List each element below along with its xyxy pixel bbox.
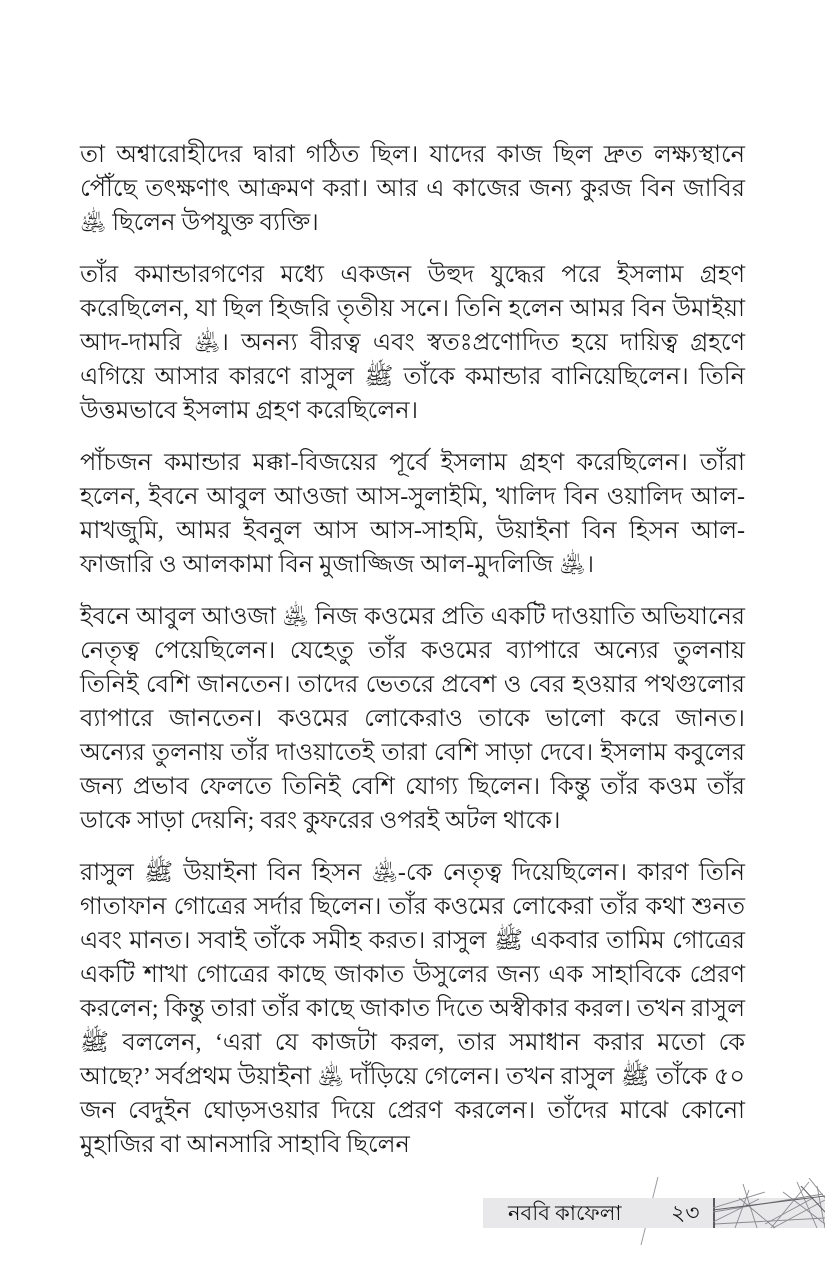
- footer-page-number: ২৩: [671, 1200, 700, 1225]
- paragraph-3: পাঁচজন কমান্ডার মক্কা-বিজয়ের পূর্বে ইসলাম গ্রহণ করেছিলেন। তাঁরা হলেন, ইবনে আবুল আওজা আস-সুলাইমি, খালিদ বিন ওয়ালিদ আল-মাখজুমি, আমর ইবনুল আস আস-সাহমি, উয়াইনা বিন হিসন আল-ফাজারি ও আলকামা বিন মুজাজ্জিজ আল-মুদলিজি ﵁।: [80, 450, 745, 578]
- paragraph-1: তা অশ্বারোহীদের দ্বারা গঠিত ছিল। যাদের কাজ ছিল দ্রুত লক্ষ্যস্থানে পৌঁছে তৎক্ষণাৎ আক্রমণ করা। আর এ কাজের জন্য কুরজ বিন জাবির ﵁ ছিলেন উপযুক্ত ব্যক্তি।: [80, 142, 745, 236]
- paragraph-2: তাঁর কমান্ডারগণের মধ্যে একজন উহুদ যুদ্ধের পরে ইসলাম গ্রহণ করেছিলেন, যা ছিল হিজরি তৃতীয় সনে। তিনি হলেন আমর বিন উমাইয়া আদ-দামরি ﵁। অনন্য বীরত্ব এবং স্বতঃপ্রণোদিত হয়ে দায়িত্ব গ্রহণে এগিয়ে আসার কারণে রাসুল ﷺ তাঁকে কমান্ডার বানিয়েছিলেন। তিনি উত্তমভাবে ইসলাম গ্রহণ করেছিলেন।: [80, 262, 745, 424]
- body-text: [80, 138, 745, 1162]
- footer-line-art-decoration: [713, 1178, 825, 1244]
- paragraph-4: ইবনে আবুল আওজা ﵁ নিজ কওমের প্রতি একটি দাওয়াতি অভিযানের নেতৃত্ব পেয়েছিলেন। যেহেতু তাঁর কওমের ব্যাপারে অন্যের তুলনায় তিনিই বেশি জানতেন। তাদের ভেতরে প্রবেশ ও বের হওয়ার পথগুলোর ব্যাপারে জানতেন। কওমের লোকেরাও তাকে ভালো করে জানত। অন্যের তুলনায় তাঁর দাওয়াতেই তারা বেশি সাড়া দেবে। ইসলাম কবুলের জন্য প্রভাব ফেলতে তিনিই বেশি যোগ্য ছিলেন। কিন্তু তাঁর কওম তাঁর ডাকে সাড়া দেয়নি; বরং কুফরের ওপরই অটল থাকে।: [80, 604, 745, 834]
- footer-book-title: নববি কাফেলা: [508, 1201, 622, 1225]
- paragraph-5: রাসুল ﷺ উয়াইনা বিন হিসন ﵁-কে নেতৃত্ব দিয়েছিলেন। কারণ তিনি গাতাফান গোত্রের সর্দার ছিলেন। তাঁর কওমের লোকেরা তাঁর কথা শুনত এবং মানত। সবাই তাঁকে সমীহ করত। রাসুল ﷺ একবার তামিম গোত্রের একটি শাখা গোত্রের কাছে জাকাত উসুলের জন্য এক সাহাবিকে প্রেরণ করলেন; কিন্তু তারা তাঁর কাছে জাকাত দিতে অস্বীকার করল। তখন রাসুল ﷺ বললেন, ‘এরা যে কাজটা করল, তার সমাধান করার মতো কে আছে?’ সর্বপ্রথম উয়াইনা ﵁ দাঁড়িয়ে গেলেন। তখন রাসুল ﷺ তাঁকে ৫০ জন বেদুইন ঘোড়সওয়ার দিয়ে প্রেরণ করলেন। তাঁদের মাঝে কোনো মুহাজির বা আনসারি সাহাবি ছিলেন: [80, 860, 746, 1158]
